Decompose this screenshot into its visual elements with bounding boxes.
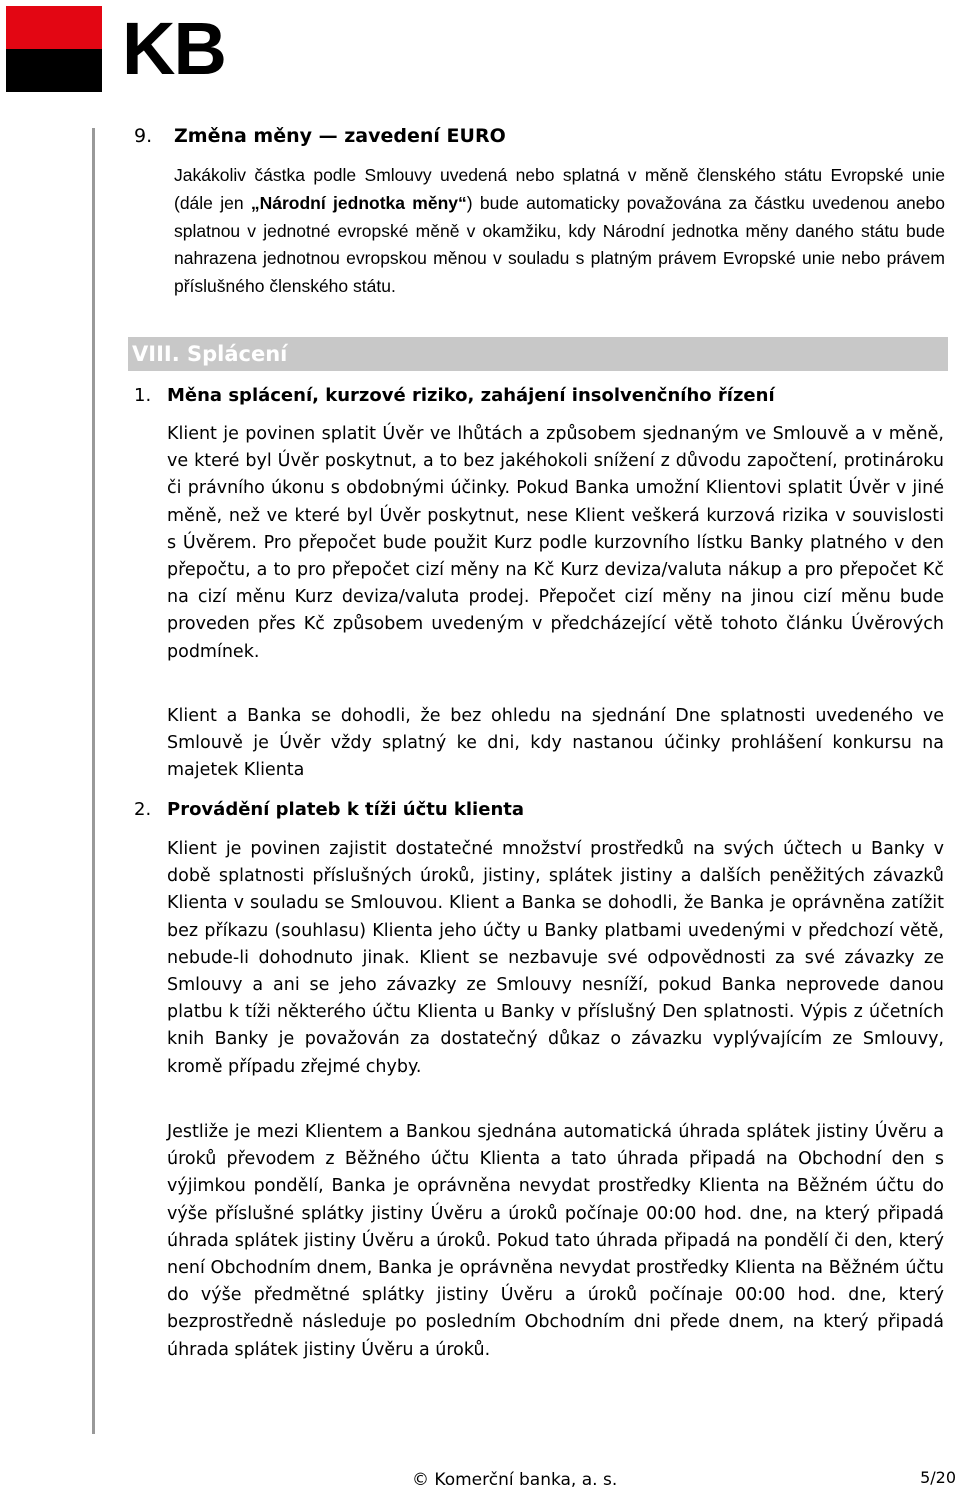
footer-copyright: © Komerční banka, a. s.: [412, 1470, 618, 1490]
item-2-paragraph-1: Klient je povinen zajistit dostatečné množství prostředků na svých účtech u Banky v době splatnosti příslušných úroků, jistiny, splátek jistiny a dalších peněžitých závazků Klienta v souladu se Smlouvou. Klient a Banka se dohodli, že Banka je oprávněna zatížit bez příkazu (souhlasu) Klienta jeho účty u Banky platbami uvedenými v předchozí větě, nebude-li dohodnuto jinak. Klient se nezbavuje své odpovědnosti za své závazky ze Smlouvy a ani se jeho závazky ze Smlouvy nesníží, pokud Banka neprovede danou platbu k tíži některého účtu Klienta u Banky v příslušný Den splatnosti. Výpis z účetních knih Banky je považován za dostatečný důkaz o závazku vyplývajícím ze Smlouvy, kromě případu zřejmé chyby.: [167, 839, 944, 1077]
item-1-paragraph-2: Klient a Banka se dohodli, že bez ohledu na sjednání Dne splatnosti uvedeného ve Smlouvě je Úvěr vždy splatný ke dni, kdy nastanou účinky prohlášení konkursu na majetek Klienta: [167, 706, 944, 781]
margin-rule: [92, 128, 95, 1434]
logo-red-block: [6, 6, 102, 49]
item-2-number: 2.: [134, 799, 152, 820]
section-9-body: [174, 162, 945, 301]
chapter-heading: VIII. Splácení: [128, 337, 948, 371]
logo-text: KB: [122, 7, 225, 90]
page-number: 5/20: [920, 1468, 956, 1487]
section-9-body-end: ) bude automaticky považována za částku uvedenou anebo splatnou v jednotné evropské měně v okamžiku, kdy Národní jednotka měny daného státu bude nahrazena jednotnou evropskou měnou v souladu s platným právem Evropské unie nebo právem příslušného členského státu.: [174, 192, 945, 297]
item-1-title: Měna splácení, kurzové riziko, zahájení insolvenčního řízení: [167, 385, 775, 406]
section-9-body-term: „Národní jednotka měny“: [250, 192, 467, 213]
section-9-number: 9.: [134, 125, 153, 147]
logo-black-block: [6, 49, 102, 92]
item-1-number: 1.: [134, 385, 152, 406]
item-2-title: Provádění plateb k tíži účtu klienta: [167, 799, 525, 820]
item-2-paragraph-2: Jestliže je mezi Klientem a Bankou sjednána automatická úhrada splátek jistiny Úvěru a úroků převodem z Běžného účtu Klienta a tato úhrada připadá na Obchodní den s výjimkou pondělí, Banka je oprávněna nevydat prostředky Klienta na Běžném účtu do výše příslušné splátky jistiny Úvěru a úroků počínaje 00:00 hod. dne, na který připadá úhrada splátek jistiny Úvěru a úroků. Pokud tato úhrada připadá na pondělí či den, který není Obchodním dnem, Banka je oprávněna nevydat prostředky Klienta na Běžném účtu do výše předmětné splátky jistiny Úvěru a úroků počínaje 00:00 hod. dne, který bezprostředně následuje po posledním Obchodním dni přede dnem, na který připadá úhrada splátek jistiny Úvěru a úroků.: [167, 1122, 944, 1360]
section-9-title: Změna měny — zavedení EURO: [174, 125, 506, 147]
item-1-paragraph-1: Klient je povinen splatit Úvěr ve lhůtách a způsobem sjednaným ve Smlouvě a v měně, ve které byl Úvěr poskytnut, a to bez jakéhokoli snížení z důvodu započtení, protinároku či právního úkonu s obdobnými účinky. Pokud Banka umožní Klientovi splatit Úvěr v jiné měně, než ve které byl Úvěr poskytnut, nese Klient veškerá kurzová rizika v souvislosti s Úvěrem. Pro přepočet bude použit Kurz podle kurzovního lístku Banky platného v den přepočtu, a to pro přepočet cizí měny na Kč Kurz deviza/valuta nákup a pro přepočet Kč na cizí měnu Kurz deviza/valuta prodej. Přepočet cizí měny na jinou cizí měnu bude proveden přes Kč způsobem uvedeným v předcházející větě tohoto článku Úvěrových podmínek.: [167, 424, 944, 662]
kb-logo: [6, 6, 266, 92]
section-9-body-start: Jakákoliv částka podle Smlouvy uvedená nebo splatná v měně členského státu Evropské unie (dále jen: [174, 165, 945, 213]
